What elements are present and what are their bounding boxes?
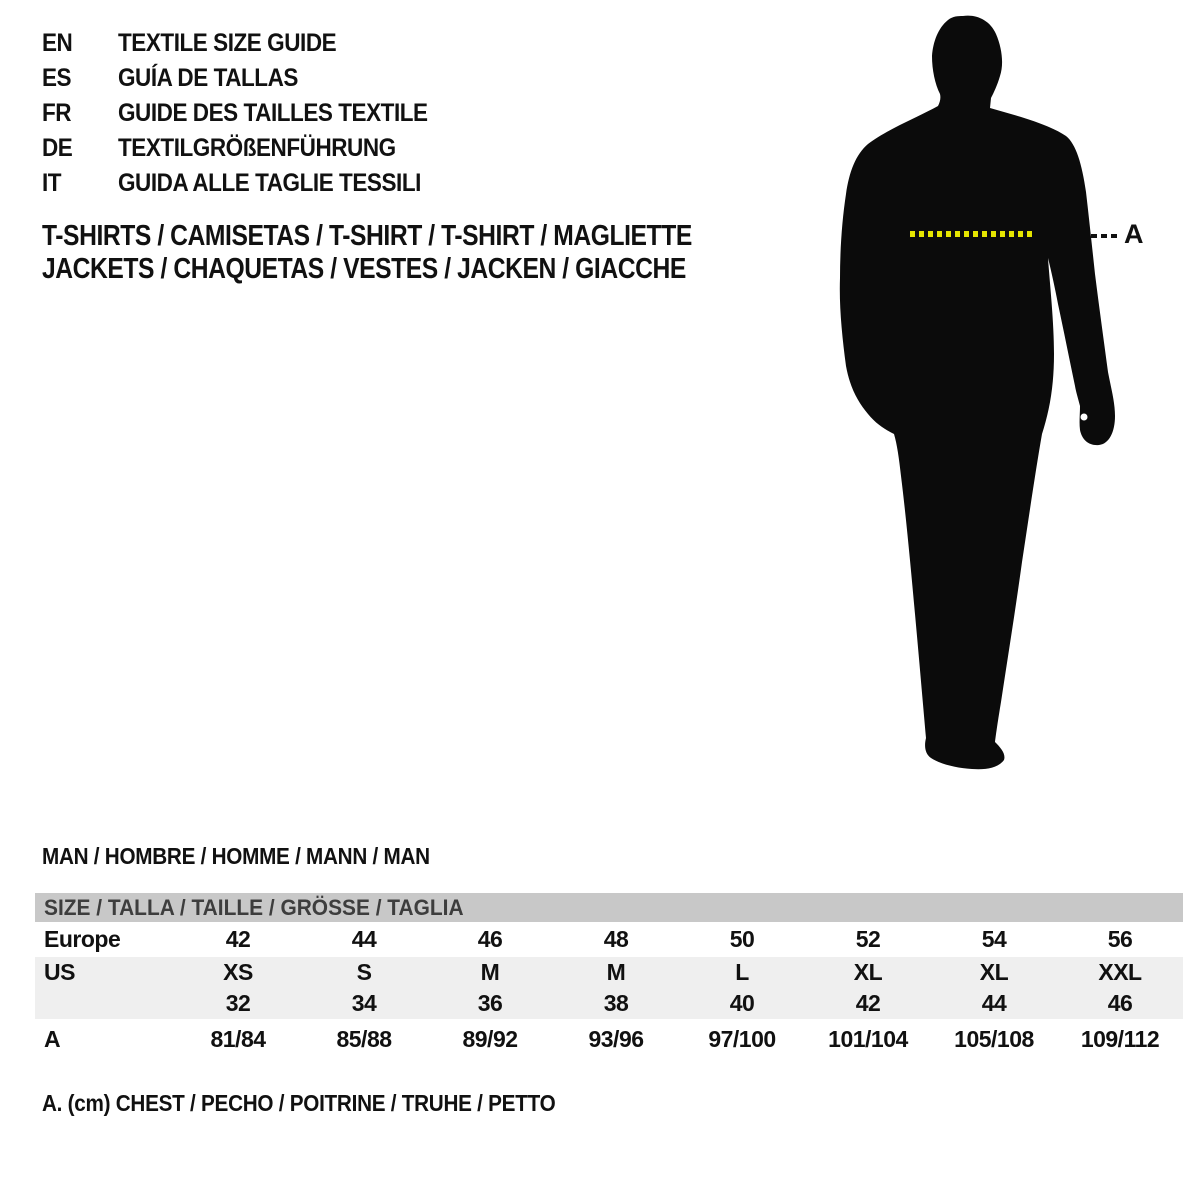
- language-code: ES: [42, 64, 72, 92]
- table-cell: L: [679, 957, 805, 988]
- table-cell: 85/88: [336, 1025, 392, 1052]
- language-row-fr: [42, 96, 462, 131]
- table-cell: 46: [1057, 988, 1183, 1019]
- man-silhouette-icon: [828, 6, 1133, 774]
- language-row-es: [42, 61, 462, 96]
- table-cell: 36: [427, 988, 553, 1019]
- table-cell: 42: [225, 926, 251, 952]
- language-code: DE: [42, 134, 73, 162]
- language-title: GUÍA DE TALLAS: [118, 64, 298, 92]
- table-cell: 56: [1107, 926, 1133, 952]
- table-row-us-numeric: [35, 988, 1183, 1019]
- size-table-header: SIZE / TALLA / TAILLE / GRÖSSE / TAGLIA: [35, 893, 1183, 922]
- language-title: TEXTILE SIZE GUIDE: [118, 29, 337, 57]
- table-cell: 105/108: [954, 1025, 1034, 1052]
- table-cell: 32: [175, 988, 301, 1019]
- category-list: [42, 220, 807, 286]
- table-cell: 97/100: [708, 1025, 776, 1052]
- language-code: EN: [42, 29, 73, 57]
- table-cell: 52: [855, 926, 881, 952]
- row-label: US: [35, 957, 175, 988]
- chest-measure-leader-line: [1091, 234, 1119, 238]
- language-list: [42, 26, 462, 201]
- language-row-it: [42, 166, 462, 201]
- category-line-jackets: JACKETS / CHAQUETAS / VESTES / JACKEN / GIACCHE: [42, 253, 686, 285]
- row-label: Europe: [44, 926, 121, 952]
- table-cell: M: [553, 957, 679, 988]
- size-table: [35, 893, 1183, 1059]
- table-cell: 81/84: [210, 1025, 266, 1052]
- language-code: IT: [42, 169, 62, 197]
- table-cell: S: [301, 957, 427, 988]
- table-cell: XS: [175, 957, 301, 988]
- table-cell: 42: [805, 988, 931, 1019]
- category-line-tshirts: T-SHIRTS / CAMISETAS / T-SHIRT / T-SHIRT / MAGLIETTE: [42, 220, 692, 252]
- table-cell: 40: [679, 988, 805, 1019]
- row-label: A: [44, 1025, 61, 1052]
- section-title: MAN / HOMBRE / HOMME / MANN / MAN: [42, 843, 430, 869]
- table-cell: 34: [301, 988, 427, 1019]
- table-cell: 109/112: [1080, 1025, 1160, 1052]
- table-cell: 89/92: [462, 1025, 518, 1052]
- table-cell: M: [427, 957, 553, 988]
- table-cell: 54: [981, 926, 1007, 952]
- measurement-footnote: A. (cm) CHEST / PECHO / POITRINE / TRUHE / PETTO: [42, 1090, 556, 1116]
- language-row-en: [42, 26, 462, 61]
- table-cell: 93/96: [588, 1025, 644, 1052]
- table-cell: XXL: [1057, 957, 1183, 988]
- language-title: GUIDA ALLE TAGLIE TESSILI: [118, 169, 421, 197]
- chest-measure-label: A: [1124, 219, 1144, 249]
- chest-measure-dotted-line: [910, 231, 1034, 237]
- table-cell: 46: [477, 926, 503, 952]
- table-row-europe: [35, 922, 1183, 957]
- row-label: [35, 988, 175, 1019]
- table-row-chest: [35, 1019, 1183, 1059]
- language-title: GUIDE DES TAILLES TEXTILE: [118, 99, 428, 127]
- table-cell: 44: [351, 926, 377, 952]
- table-cell: XL: [931, 957, 1057, 988]
- table-cell: 101/104: [828, 1025, 908, 1052]
- language-title: TEXTILGRÖßENFÜHRUNG: [118, 134, 396, 162]
- table-cell: 38: [553, 988, 679, 1019]
- table-cell: XL: [805, 957, 931, 988]
- language-row-de: [42, 131, 462, 166]
- man-silhouette-figure: [828, 6, 1133, 774]
- size-table-body: [35, 922, 1183, 1059]
- table-row-us: [35, 957, 1183, 988]
- fist-highlight: [1081, 414, 1088, 421]
- language-code: FR: [42, 99, 72, 127]
- table-cell: 44: [931, 988, 1057, 1019]
- table-cell: 48: [603, 926, 629, 952]
- table-cell: 50: [729, 926, 755, 952]
